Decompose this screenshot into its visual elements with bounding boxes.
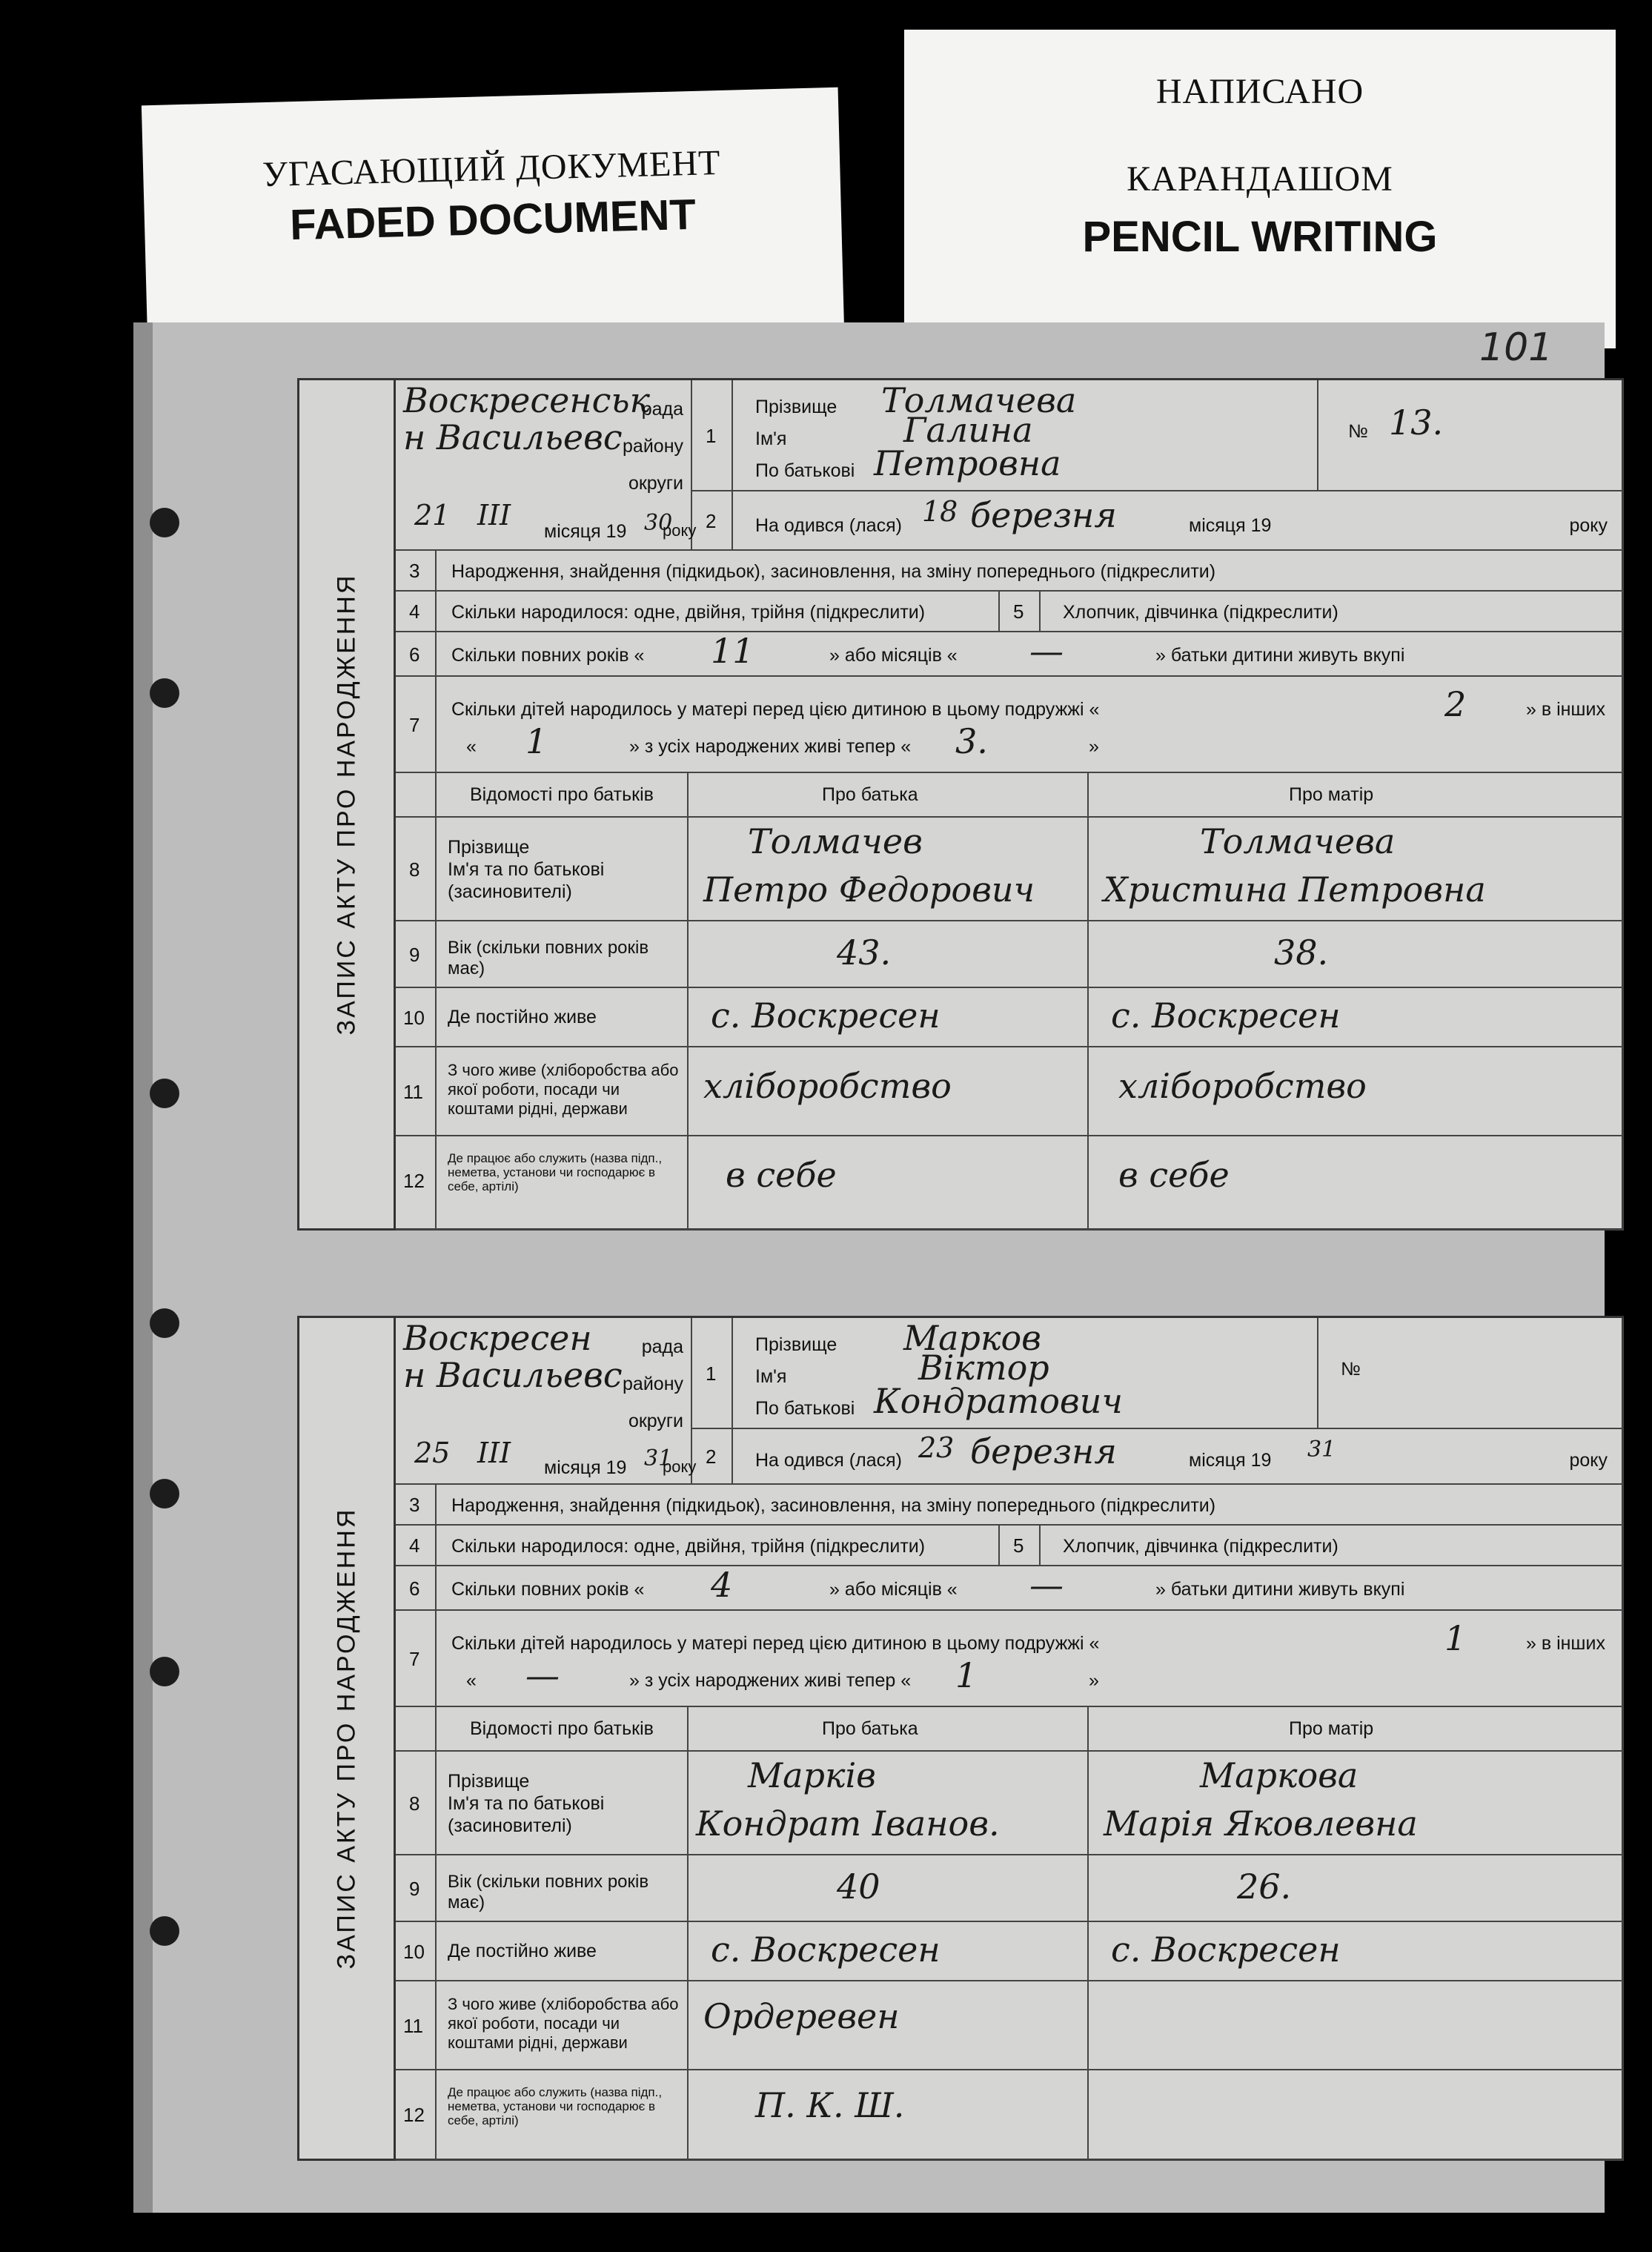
handwritten-entry: III — [477, 1437, 511, 1469]
handwritten-entry: 21 — [414, 499, 451, 531]
form-cell — [437, 1485, 1624, 1526]
form-cell — [689, 921, 1089, 988]
form-cell — [1000, 1526, 1041, 1566]
form-cell — [396, 988, 437, 1047]
handwritten-entry: Толмачева — [1200, 821, 1396, 861]
printed-label: Відомості про батьків — [470, 784, 654, 805]
form-cell — [1089, 1047, 1624, 1136]
handwritten-entry: — — [1029, 631, 1064, 671]
printed-label: Ім'я — [755, 1366, 787, 1387]
punch-hole — [150, 508, 179, 537]
form-cell — [396, 551, 437, 592]
mother-name — [1089, 818, 1624, 921]
row-number: 6 — [409, 643, 420, 666]
form-cell — [437, 773, 689, 818]
form-cell — [689, 2070, 1089, 2161]
birth-record-2 — [297, 1316, 1624, 2161]
printed-label: Скільки дітей народилось у матері перед цією дитиною в цьому подружжі « — [451, 699, 1100, 720]
row-number: 1 — [706, 1362, 717, 1385]
form-cell — [396, 1922, 437, 1981]
handwritten-entry: Ордеревен — [703, 1996, 900, 2036]
punch-hole — [150, 1657, 179, 1686]
hw-surname: Толмачева — [881, 380, 1077, 420]
form-cell — [437, 1611, 1624, 1707]
handwritten-entry: Толмачев — [748, 821, 923, 861]
handwritten-entry: Кондратович — [874, 1381, 1123, 1421]
printed-label: » з усіх народжених живі тепер « — [629, 736, 912, 757]
printed-label: № — [1341, 1359, 1361, 1380]
form-cell — [437, 632, 1624, 677]
form-cell — [1089, 1922, 1624, 1981]
printed-label: » — [1089, 1670, 1099, 1691]
handwritten-entry: 1 — [525, 721, 548, 761]
row-number: 10 — [403, 1007, 425, 1029]
printed-label: Де постійно живе — [448, 1941, 597, 1961]
printed-label: Скільки дітей народилось у матері перед цією дитиною в цьому подружжі « — [451, 1633, 1100, 1654]
form-cell — [437, 921, 689, 988]
printed-label: Відомості про батьків — [470, 1718, 654, 1739]
number-cell — [1318, 380, 1624, 491]
printed-label: Хлопчик, дівчинка (підкреслити) — [1063, 1536, 1338, 1557]
printed-label: району — [623, 1374, 683, 1394]
handwritten-entry: Кондрат Іванов. — [696, 1804, 1000, 1844]
printed-label: Прізвище Ім'я та по батькові (засиновителі) — [448, 837, 605, 902]
printed-label: На одився (лася) — [755, 515, 902, 536]
form-cell — [396, 1566, 437, 1611]
form-cell — [1089, 988, 1624, 1047]
handwritten-entry: Петро Федорович — [703, 870, 1035, 910]
form-cell — [437, 1707, 689, 1752]
form-cell — [437, 1752, 689, 1855]
child-name-cell — [733, 380, 1318, 491]
row-number: 7 — [409, 714, 420, 736]
row-number: 2 — [706, 510, 717, 532]
form-cell — [437, 1136, 689, 1231]
handwritten-entry: с. Воскресен — [711, 1930, 941, 1970]
form-cell — [1089, 1855, 1624, 1922]
punch-hole — [150, 1079, 179, 1108]
printed-label: Про матір — [1289, 784, 1374, 805]
hw-name: Галина — [903, 410, 1033, 450]
punch-hole — [150, 1308, 179, 1338]
form-cell — [396, 1485, 437, 1526]
printed-label: » або місяців « — [829, 1579, 958, 1600]
printed-label: » в інших — [1526, 699, 1605, 720]
form-cell — [1089, 1981, 1624, 2070]
form-cell — [396, 773, 437, 818]
printed-label: рада — [641, 1337, 683, 1357]
printed-label: » батьки дитини живуть вкупі — [1155, 645, 1405, 666]
form-cell — [689, 1136, 1089, 1231]
printed-label: Де працює або служить (назва підп., неметва, установи чи господарює в себе, артілі) — [448, 1151, 663, 1193]
handwritten-entry: 2 — [1444, 684, 1467, 724]
printed-label: Прізвище — [755, 397, 837, 417]
row-number: 3 — [409, 1494, 420, 1516]
row-number: 1 — [706, 425, 717, 447]
hw-number: 13. — [1389, 403, 1444, 443]
handwritten-entry: 40 — [837, 1867, 880, 1907]
row-number: 4 — [409, 600, 420, 623]
form-cell — [396, 818, 437, 921]
form-cell — [689, 1047, 1089, 1136]
hw-raion: н Васильевс — [403, 417, 623, 457]
row-number: 5 — [1013, 600, 1024, 623]
printed-label: року — [1569, 1450, 1608, 1471]
handwritten-entry: Марков — [903, 1318, 1041, 1358]
handwritten-entry: П. К. Ш. — [755, 2085, 905, 2125]
printed-label: місяця 19 — [544, 521, 627, 542]
printed-label: Де працює або служить (назва підп., неметва, установи чи господарює в себе, артілі) — [448, 2085, 663, 2127]
form-cell — [437, 2070, 689, 2161]
hw-rada: Воскресенськ — [403, 380, 650, 420]
printed-label: Скільки народилося: одне, двійня, трійня (підкреслити) — [451, 602, 926, 623]
form-cell — [437, 1047, 689, 1136]
form-cell — [1089, 2070, 1624, 2161]
punch-hole — [150, 678, 179, 708]
form-cell — [437, 818, 689, 921]
form-cell — [1089, 1707, 1624, 1752]
handwritten-entry: н Васильевс — [403, 1355, 623, 1395]
printed-label: Прізвище — [755, 1334, 837, 1355]
form-cell — [396, 2070, 437, 2161]
printed-label: Ім'я — [755, 428, 787, 449]
handwritten-entry: — — [1029, 1565, 1064, 1605]
printed-label: місяця 19 — [1189, 1450, 1272, 1471]
handwritten-entry: 43. — [837, 933, 892, 973]
form-cell — [689, 1855, 1089, 1922]
form-cell — [437, 677, 1624, 773]
handwritten-entry: — — [525, 1655, 560, 1695]
row-number: 3 — [409, 560, 420, 582]
handwritten-entry: 1 — [955, 1655, 978, 1695]
printed-label: По батькові — [755, 1398, 855, 1419]
printed-label: » або місяців « — [829, 645, 958, 666]
form-cell — [1318, 1318, 1624, 1429]
handwritten-entry: Христина Петровна — [1104, 870, 1486, 910]
form-cell — [437, 1981, 689, 2070]
handwritten-entry: березня — [970, 495, 1117, 535]
pencil-label-ru2: КАРАНДАШОМ — [1127, 159, 1393, 199]
printed-label: » з усіх народжених живі тепер « — [629, 1670, 912, 1691]
punch-hole — [150, 1916, 179, 1946]
printed-label: рада — [641, 399, 683, 420]
register-page — [133, 322, 1608, 2213]
pencil-label-ru1: НАПИСАНО — [1155, 72, 1364, 111]
form-cell — [733, 1429, 1624, 1485]
handwritten-entry: 31 — [644, 1445, 673, 1471]
printed-label: Народження, знайдення (підкидьок), засиновлення, на зміну попереднього (підкреслити) — [451, 561, 1216, 582]
location-cell — [396, 1318, 697, 1485]
form-cell — [1041, 592, 1624, 632]
handwritten-entry: с. Воскресен — [1111, 996, 1341, 1036]
handwritten-entry: 38. — [1274, 933, 1329, 973]
printed-label: місяця 19 — [1189, 515, 1272, 536]
form-cell — [1089, 1136, 1624, 1231]
form-cell — [396, 1526, 437, 1566]
form-cell — [396, 1136, 437, 1231]
printed-label: » — [1089, 736, 1099, 757]
location-cell — [396, 380, 697, 551]
faded-label-ru: УГАСАЮЩИЙ ДОКУМЕНТ — [262, 142, 722, 195]
form-cell — [689, 1707, 1089, 1752]
printed-label: року — [663, 1457, 697, 1476]
row-number: 11 — [403, 1081, 423, 1103]
handwritten-entry: 11 — [711, 631, 754, 671]
handwritten-entry: в себе — [1118, 1155, 1230, 1195]
printed-label: округи — [628, 1411, 683, 1431]
form-cell — [692, 491, 733, 551]
handwritten-entry: 18 — [922, 495, 958, 528]
pencil-writing-label — [904, 30, 1616, 348]
form-cell — [437, 1566, 1624, 1611]
form-cell — [396, 1752, 437, 1855]
row-number: 12 — [403, 2104, 425, 2126]
hw-patronymic: Петровна — [874, 443, 1061, 483]
printed-label: Хлопчик, дівчинка (підкреслити) — [1063, 602, 1338, 623]
printed-label: Про батька — [822, 1718, 918, 1739]
printed-label: району — [623, 436, 683, 457]
printed-label: » в інших — [1526, 1633, 1605, 1654]
form-cell — [1041, 1526, 1624, 1566]
printed-label: На одився (лася) — [755, 1450, 902, 1471]
form-cell — [437, 988, 689, 1047]
printed-label: Скільки повних років « — [451, 645, 645, 666]
printed-label: Про матір — [1289, 1718, 1374, 1739]
handwritten-entry: III — [477, 499, 511, 531]
form-cell — [396, 1855, 437, 1922]
row-number: 2 — [706, 1445, 717, 1468]
side-title: ЗАПИС АКТУ ПРО НАРОДЖЕННЯ — [299, 380, 396, 1228]
printed-label: Вік (скільки повних років має) — [448, 938, 649, 978]
form-cell — [689, 988, 1089, 1047]
row-number: 5 — [1013, 1534, 1024, 1557]
printed-label: Прізвище Ім'я та по батькові (засиновителі) — [448, 1771, 605, 1836]
handwritten-entry: хліборобство — [703, 1066, 952, 1106]
father-name — [689, 818, 1089, 921]
form-cell — [1089, 773, 1624, 818]
handwritten-entry: 25 — [414, 1437, 451, 1469]
form-cell — [396, 1611, 437, 1707]
row-number: 7 — [409, 1648, 420, 1670]
form-cell — [1089, 921, 1624, 988]
handwritten-entry: Марків — [748, 1755, 876, 1795]
printed-label: » батьки дитини живуть вкупі — [1155, 1579, 1405, 1600]
row-number: 9 — [409, 944, 420, 966]
side-title: ЗАПИС АКТУ ПРО НАРОДЖЕННЯ — [299, 1318, 396, 2159]
printed-label: № — [1348, 421, 1368, 442]
row-number: 10 — [403, 1941, 425, 1963]
form-cell — [437, 592, 1000, 632]
printed-label: З чого живе (хліборобства або якої роботи, посади чи коштами рідні, держави — [448, 1061, 679, 1118]
form-cell — [692, 1318, 733, 1429]
handwritten-entry: 30 — [644, 510, 673, 536]
pencil-label-en: PENCIL WRITING — [1082, 213, 1438, 261]
form-cell — [689, 1981, 1089, 2070]
form-cell — [396, 921, 437, 988]
row-number: 12 — [403, 1170, 425, 1192]
form-cell — [689, 773, 1089, 818]
form-cell — [437, 1922, 689, 1981]
form-cell — [396, 1981, 437, 2070]
handwritten-entry: 26. — [1237, 1867, 1292, 1907]
form-cell — [396, 1707, 437, 1752]
handwritten-entry: 3. — [955, 721, 988, 761]
printed-label: По батькові — [755, 460, 855, 481]
printed-label: року — [663, 521, 697, 540]
form-cell — [733, 1318, 1318, 1429]
faded-document-label — [142, 87, 844, 350]
handwritten-entry: 23 — [918, 1431, 955, 1464]
birth-record-1 — [297, 378, 1624, 1231]
row-number: 8 — [409, 858, 420, 881]
handwritten-entry: 4 — [711, 1565, 733, 1605]
printed-label: Скільки народилося: одне, двійня, трійня (підкреслити) — [451, 1536, 926, 1557]
handwritten-entry: березня — [970, 1431, 1117, 1471]
form-cell — [396, 1047, 437, 1136]
form-cell — [396, 592, 437, 632]
birth-date-cell — [733, 491, 1624, 551]
handwritten-entry: Воскресен — [403, 1318, 592, 1358]
handwritten-entry: 31 — [1307, 1437, 1336, 1463]
printed-label: округи — [628, 473, 683, 494]
printed-label: « — [466, 1670, 477, 1691]
handwritten-entry: хліборобство — [1118, 1066, 1367, 1106]
form-cell — [689, 1752, 1089, 1855]
row-number: 11 — [403, 2015, 423, 2037]
printed-label: року — [1569, 515, 1608, 536]
printed-label: місяця 19 — [544, 1457, 627, 1478]
form-cell — [396, 632, 437, 677]
printed-label: З чого живе (хліборобства або якої роботи, посади чи коштами рідні, держави — [448, 1995, 679, 2052]
handwritten-entry: в себе — [726, 1155, 837, 1195]
punch-hole — [150, 1479, 179, 1508]
handwritten-entry: с. Воскресен — [711, 996, 941, 1036]
form-cell — [437, 551, 1624, 592]
row-number: 4 — [409, 1534, 420, 1557]
form-cell — [689, 1922, 1089, 1981]
handwritten-entry: Маркова — [1200, 1755, 1359, 1795]
handwritten-entry: Віктор — [918, 1348, 1049, 1388]
row-number: 9 — [409, 1878, 420, 1900]
printed-label: Про батька — [822, 784, 918, 805]
printed-label: Народження, знайдення (підкидьок), засиновлення, на зміну попереднього (підкреслити) — [451, 1495, 1216, 1516]
form-cell — [1089, 1752, 1624, 1855]
form-cell — [1000, 592, 1041, 632]
printed-label: Скільки повних років « — [451, 1579, 645, 1600]
form-cell — [692, 1429, 733, 1485]
row-number: 8 — [409, 1792, 420, 1815]
handwritten-entry: Марія Яковлевна — [1104, 1804, 1418, 1844]
printed-label: Де постійно живе — [448, 1007, 597, 1027]
printed-label: « — [466, 736, 477, 757]
handwritten-entry: с. Воскресен — [1111, 1930, 1341, 1970]
folio-number: 101 — [1479, 325, 1553, 370]
printed-label: Вік (скільки повних років має) — [448, 1872, 649, 1912]
form-cell — [396, 677, 437, 773]
handwritten-entry: 1 — [1444, 1618, 1467, 1658]
row-number: 6 — [409, 1577, 420, 1600]
form-cell — [437, 1855, 689, 1922]
form-cell — [437, 1526, 1000, 1566]
form-cell — [692, 380, 733, 491]
faded-label-en: FADED DOCUMENT — [289, 190, 697, 250]
